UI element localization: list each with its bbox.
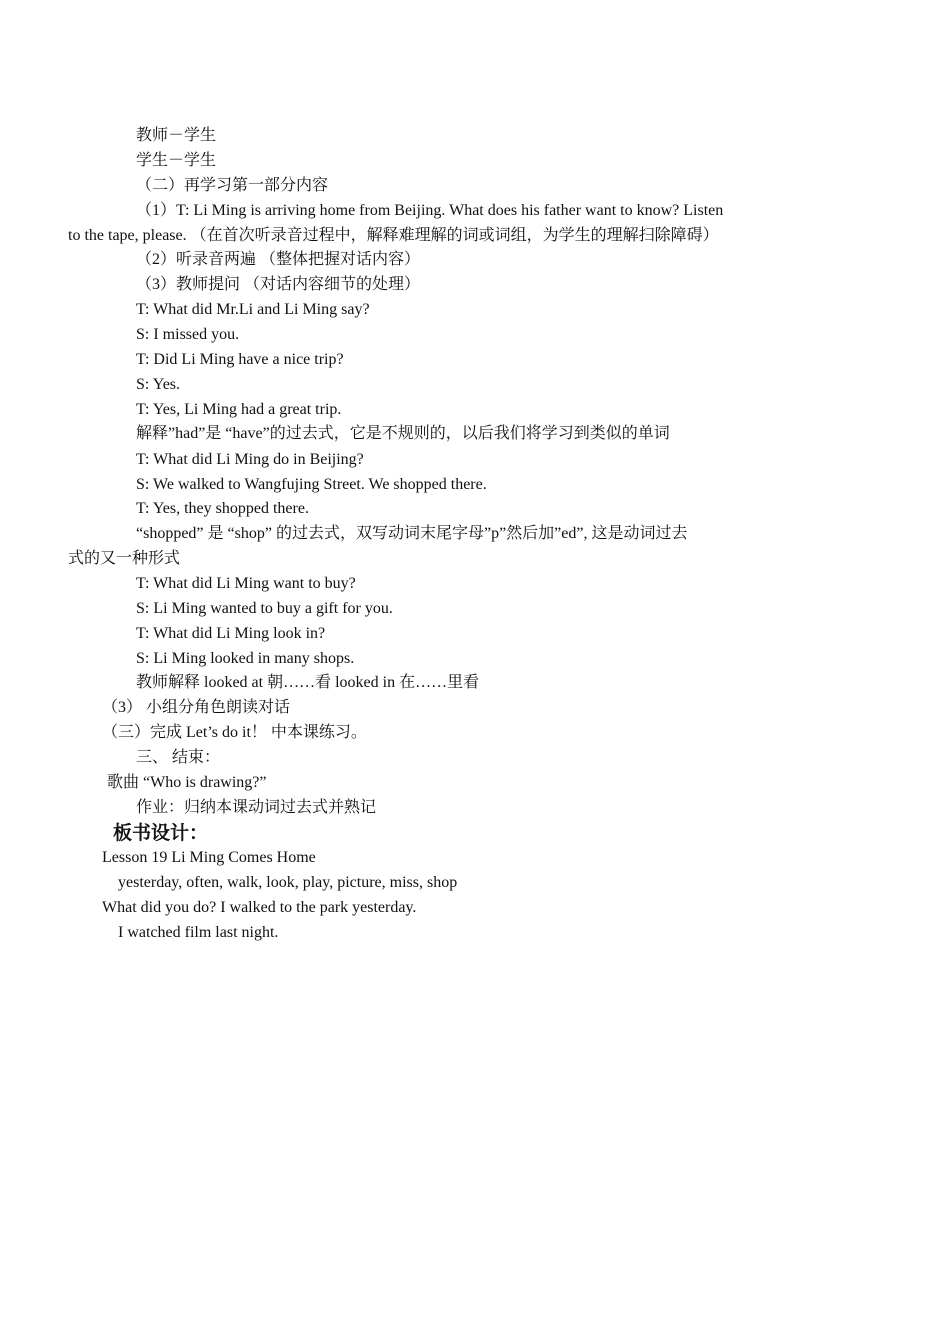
text-line: 教师－学生 [136, 127, 217, 144]
text-line: Lesson 19 Li Ming Comes Home [102, 849, 316, 866]
text-line: S: We walked to Wangfujing Street. We shopped there. [136, 476, 487, 493]
text-line: T: What did Mr.Li and Li Ming say? [136, 301, 370, 318]
text-line: （3）教师提问 （对话内容细节的处理） [136, 276, 421, 293]
text-line: T: Did Li Ming have a nice trip? [136, 351, 344, 368]
text-line: T: What did Li Ming look in? [136, 625, 326, 642]
text-line: （三）完成 Let’s do it！ 中本课练习。 [102, 724, 367, 741]
text-line: S: I missed you. [136, 326, 240, 343]
text-line: T: What did Li Ming want to buy? [136, 575, 356, 592]
text-line: 歌曲 “Who is drawing?” [107, 774, 267, 791]
text-line: S: Yes. [136, 376, 181, 393]
text-line: （3） 小组分角色朗读对话 [102, 699, 291, 716]
text-line: T: What did Li Ming do in Beijing? [136, 451, 364, 468]
text-line: yesterday, often, walk, look, play, picture, miss, shop [118, 874, 458, 891]
section-heading: 板书设计： [113, 822, 209, 844]
text-line: （2）听录音两遍 （整体把握对话内容） [136, 251, 421, 268]
text-line: T: Yes, Li Ming had a great trip. [136, 401, 342, 418]
text-line: 作业：归纳本课动词过去式并熟记 [136, 799, 377, 816]
text-line: 教师解释 looked at 朝……看 looked in 在……里看 [136, 674, 480, 691]
text-line: （1）T: Li Ming is arriving home from Beijing. What does his father want to know? Listen [136, 202, 724, 219]
text-line: 三、 结束： [136, 749, 221, 766]
text-line: S: Li Ming looked in many shops. [136, 650, 355, 667]
text-line: 解释”had”是 “have”的过去式，它是不规则的，以后我们将学习到类似的单词 [136, 425, 670, 442]
text-line: 式的又一种形式 [68, 550, 181, 567]
text-line: S: Li Ming wanted to buy a gift for you. [136, 600, 393, 617]
text-line: I watched film last night. [118, 924, 279, 941]
text-line: （二）再学习第一部分内容 [136, 177, 329, 194]
text-line: 学生－学生 [136, 152, 217, 169]
text-line: T: Yes, they shopped there. [136, 500, 309, 517]
text-line: to the tape, please. （在首次听录音过程中，解释难理解的词或词组，为学生的理解扫除障碍） [68, 227, 719, 244]
text-line: “shopped” 是 “shop” 的过去式，双写动词末尾字母”p”然后加”ed”, 这是动词过去 [136, 525, 688, 542]
text-line: What did you do? I walked to the park yesterday. [102, 899, 417, 916]
